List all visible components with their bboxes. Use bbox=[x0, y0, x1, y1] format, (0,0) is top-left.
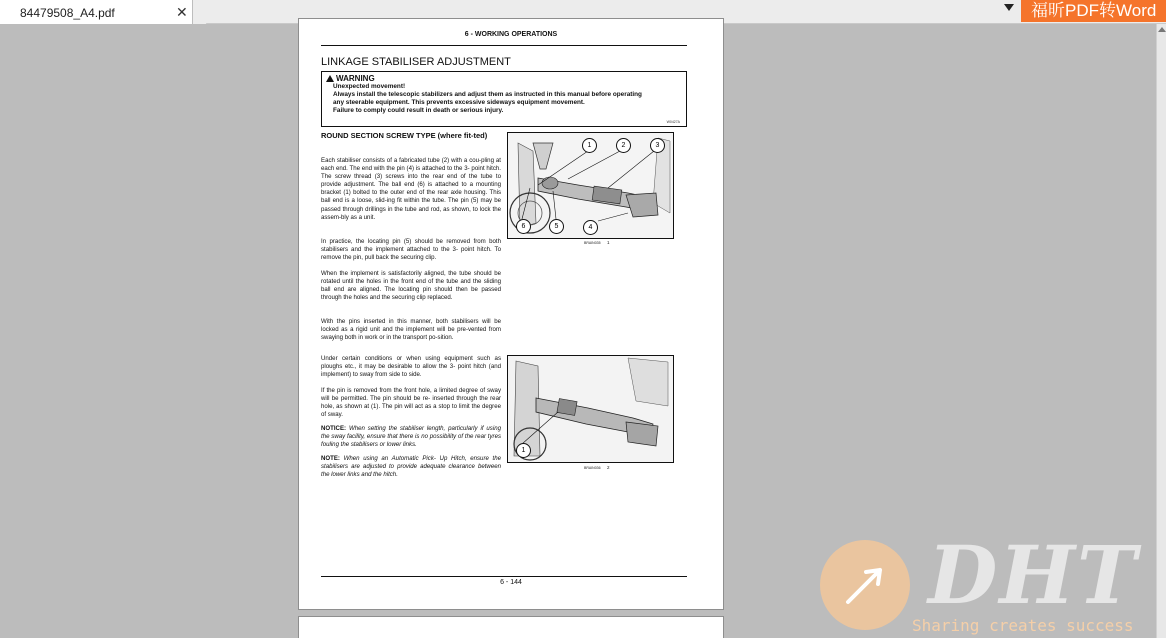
warning-code: W0427A bbox=[666, 120, 680, 124]
watermark-arrow-icon bbox=[840, 560, 890, 610]
footer-rule bbox=[321, 576, 687, 577]
convert-to-word-button[interactable]: 福昕PDF转Word bbox=[1021, 0, 1166, 22]
pdf-next-page bbox=[298, 616, 724, 638]
scroll-up-icon[interactable] bbox=[1158, 27, 1166, 32]
figure-stabiliser-sway bbox=[507, 355, 674, 463]
notice-label: NOTICE: bbox=[321, 425, 347, 432]
warning-line: Unexpected movement! bbox=[333, 83, 406, 90]
subheading: ROUND SECTION SCREW TYPE (where fit-ted) bbox=[321, 131, 488, 140]
figure-callout: 1 bbox=[582, 138, 597, 153]
pdf-page bbox=[298, 18, 724, 610]
figure-callout: 5 bbox=[549, 219, 564, 234]
dropdown-arrow-icon[interactable] bbox=[1004, 4, 1014, 11]
warning-box bbox=[321, 71, 687, 127]
warning-heading bbox=[326, 74, 682, 83]
note-label: NOTE: bbox=[321, 455, 340, 462]
paragraph: If the pin is removed from the front hole, a limited degree of sway will be permitted. The pin should be re- inserted through the rear hole, as shown at (1). The pin will act as a stop to limit the degree of sway. bbox=[321, 387, 501, 419]
tab-title: 84479508_A4.pdf bbox=[20, 6, 115, 20]
paragraph: When the implement is satisfactorily aligned, the tube should be rotated until the holes in the front end of the tube and the sliding ball end are aligned. The locating pin should then be passed through the holes and the securing clip replaced. bbox=[321, 270, 501, 302]
page-number: 6 - 144 bbox=[500, 579, 522, 586]
warning-line: Failure to comply could result in death or serious injury. bbox=[333, 107, 504, 114]
figure-callout: 4 bbox=[583, 220, 598, 235]
paragraph: In practice, the locating pin (5) should be removed from both stabilisers and the implement attached to the 3- point hitch. To remove the pin, pull back the securing clip. bbox=[321, 238, 501, 262]
warning-line: Always install the telescopic stabilizers and adjust them as instructed in this manual before operating bbox=[333, 91, 642, 98]
warning-heading-text: WARNING bbox=[336, 74, 375, 83]
vertical-scrollbar[interactable] bbox=[1156, 24, 1166, 638]
tab-document[interactable] bbox=[0, 0, 193, 24]
notice-text: When setting the stabiliser length, particularly if using the sway facility, ensure that there is no possibility of the rear tyres fouling the stabilisers or lower links. bbox=[321, 425, 501, 449]
warning-line: any steerable equipment. This prevents excessive sideways equipment movement. bbox=[333, 99, 585, 106]
page-title: LINKAGE STABILISER ADJUSTMENT bbox=[321, 56, 511, 68]
stabiliser-sway-illustration bbox=[508, 356, 673, 462]
figure-callout: 3 bbox=[650, 138, 665, 153]
figure-number: 1 bbox=[607, 240, 610, 245]
close-icon[interactable]: ✕ bbox=[176, 4, 188, 20]
section-header: 6 - WORKING OPERATIONS bbox=[464, 31, 558, 38]
figure-caption: BRAIN036 bbox=[584, 466, 601, 470]
figure-callout: 1 bbox=[516, 443, 531, 458]
note-text: When using an Automatic Pick- Up Hitch, ensure the stabilisers are adjusted to provide adequate clearance between the lower links and the hitch. bbox=[321, 455, 501, 479]
paragraph: Each stabiliser consists of a fabricated tube (2) with a cou-pling at each end. The end with the pin (4) is attached to the 3- point hitch. The screw thread (3) screws into the rear end of the tube to provide adjustment. The ball end (6) is attached to a mounting bracket (1) bolted to the outer end of the rear axle housing. This ball end is a loose, slid-ing fit within the tube. The pin (5) may be passed through drillings in the tube and rod, as shown, to lock the assem-bly as a unit. bbox=[321, 157, 501, 221]
note-paragraph bbox=[321, 455, 501, 479]
warning-triangle-icon bbox=[326, 75, 334, 82]
paragraph: Under certain conditions or when using equipment such as ploughs etc., it may be desirable to allow the 3- point hitch (and implement) to sway from side to side. bbox=[321, 355, 501, 379]
figure-callout: 6 bbox=[516, 219, 531, 234]
figure-number: 2 bbox=[607, 465, 610, 470]
watermark-slogan: Sharing creates success bbox=[912, 616, 1134, 635]
notice-paragraph bbox=[321, 425, 501, 449]
watermark-brand: DHT bbox=[928, 528, 1139, 622]
figure-callout: 2 bbox=[616, 138, 631, 153]
figure-stabiliser-parts bbox=[507, 132, 674, 239]
header-rule bbox=[321, 45, 687, 46]
paragraph: With the pins inserted in this manner, both stabilisers will be locked as a rigid unit and the implement will be pre-vented from swaying both in work or in the transport po-sition. bbox=[321, 318, 501, 342]
figure-caption: BRAIN035 bbox=[584, 241, 601, 245]
